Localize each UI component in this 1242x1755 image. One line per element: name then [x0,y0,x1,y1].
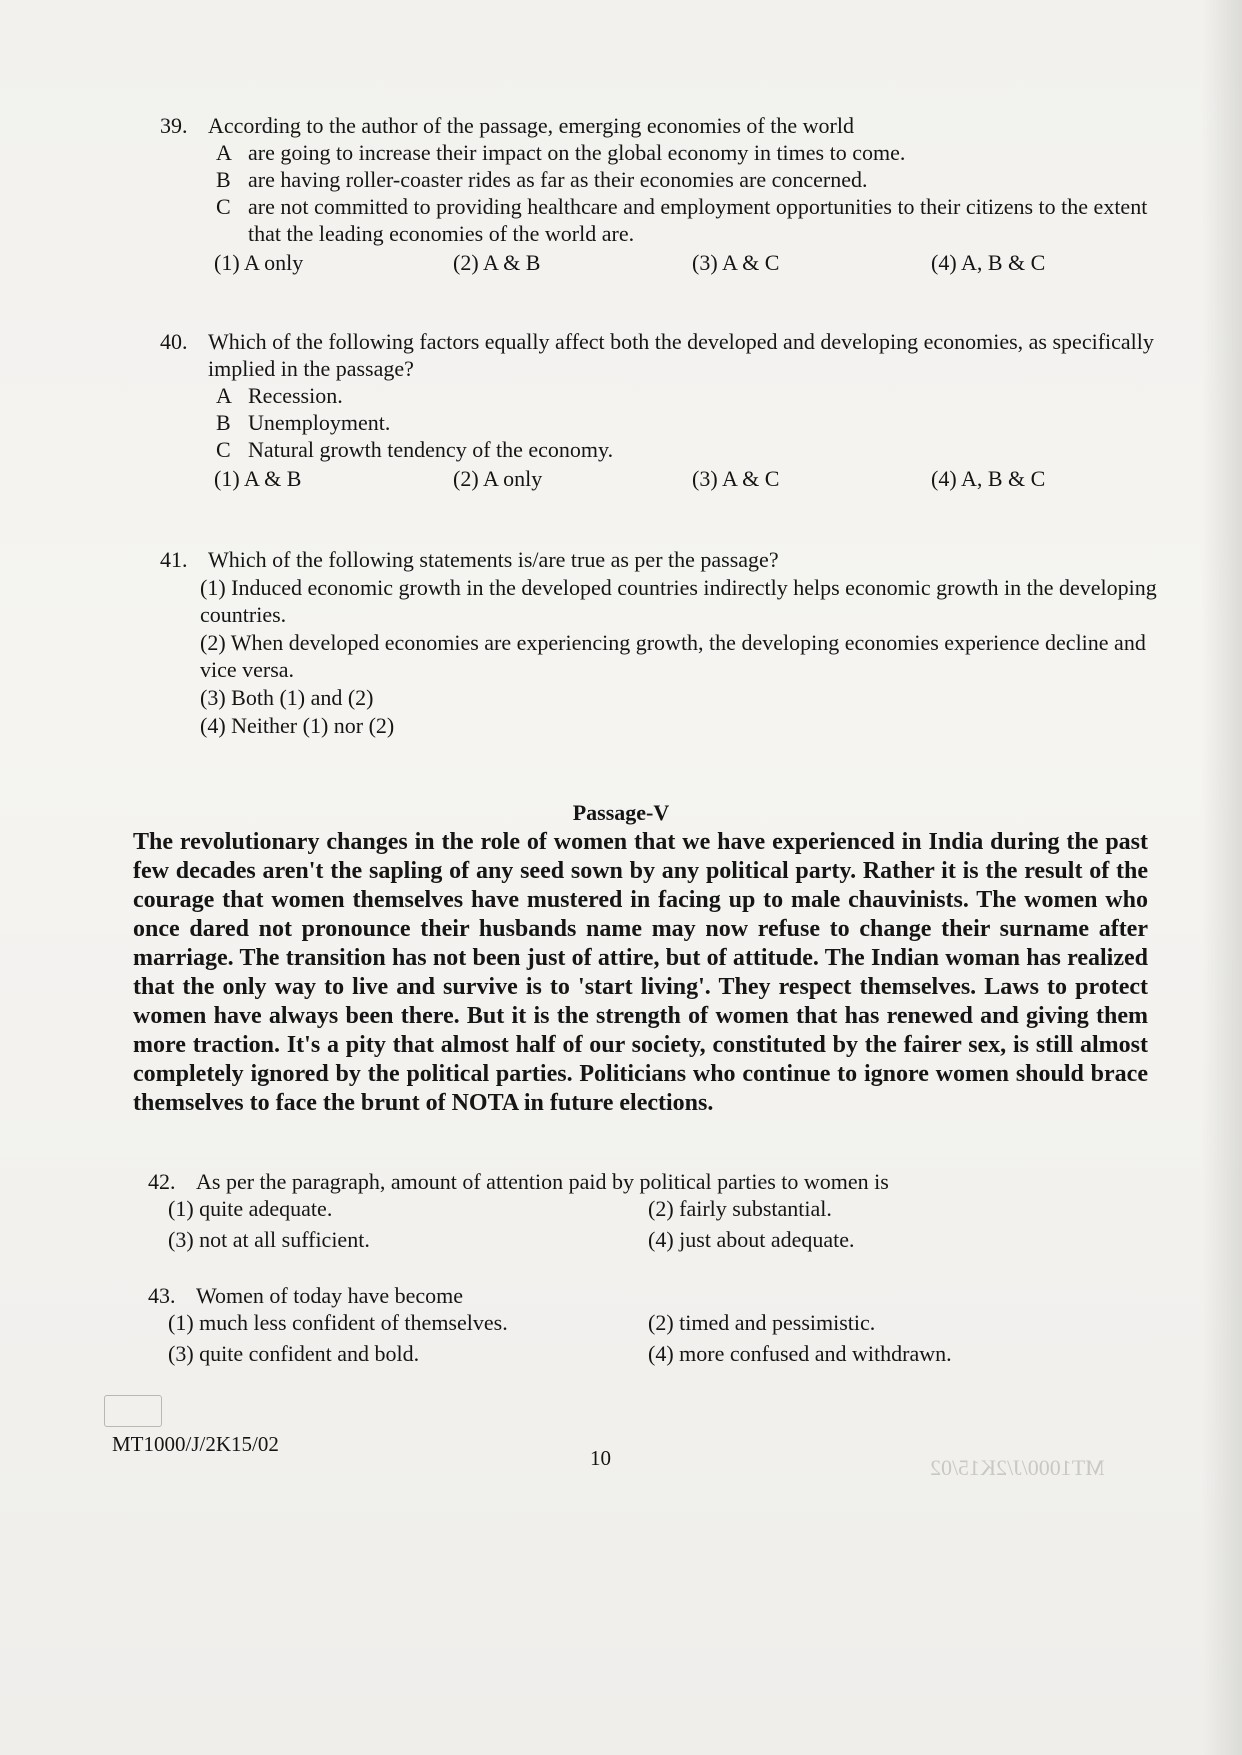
option-3[interactable]: (3) Both (1) and (2) [200,685,374,710]
option-3[interactable]: (3) A & C [692,250,780,275]
question-text: According to the author of the passage, emerging economies of the world [208,113,854,138]
option-1[interactable]: (1) A & B [214,466,302,491]
option-1[interactable]: (1) A only [214,250,304,275]
question-40 [160,328,1170,492]
statement-c: C are not committed to providing healthcare and employment opportunities to their citizens to the extent that the leading economies of the world are. [216,194,1148,246]
page-number: 10 [590,1446,611,1470]
passage-title: Passage-V [572,800,670,825]
option-1[interactable]: (1) quite adequate. [168,1196,333,1221]
question-39 [160,112,1170,276]
answer-options [168,1195,1158,1253]
question-text: Which of the following factors equally affect both the developed and developing economies, as specifically implied in the passage? [208,329,1154,381]
page-edge-shade [1202,0,1242,1755]
answer-options [214,465,1170,492]
footer-stamp-box [104,1395,162,1427]
question-text: Which of the following statements is/are true as per the passage? [208,547,779,572]
option-3[interactable]: (3) A & C [692,466,780,491]
option-3[interactable]: (3) quite confident and bold. [168,1341,420,1366]
answer-options [168,1309,1158,1367]
passage-body: The revolutionary changes in the role of women that we have experienced in India during the past few decades aren't the sapling of any seed sown by any political party. Rather it is the result of the courage that women themselves have mustered in facing up to male chauvinists. The women who once dared not pronounce their husbands name may now refuse to change their surname after marriage. The transition has not been just of attire, but of attitude. The Indian woman has realized that the only way to live and survive is to 'start living'. They respect themselves. Laws to protect women have always been there. But it is the strength of women that has renewed and giving them more traction. It's a pity that almost half of our society, constituted by the fairer sex, is still almost completely ignored by the political parties. Politicians who continue to ignore women should brace themselves to face the brunt of NOTA in future elections. [133,829,1148,1116]
statement-b: B Unemployment. [216,410,391,435]
option-3[interactable]: (3) not at all sufficient. [168,1227,370,1252]
option-4[interactable]: (4) A, B & C [931,466,1046,491]
question-43 [148,1282,1158,1367]
option-2[interactable]: (2) When developed economies are experiencing growth, the developing economies experience decline and vice versa. [200,630,1146,682]
question-number: 42. [148,1169,176,1194]
option-4[interactable]: (4) more confused and withdrawn. [648,1341,952,1366]
option-1[interactable]: (1) much less confident of themselves. [168,1310,508,1335]
statement-a: A are going to increase their impact on the global economy in times to come. [216,140,906,165]
option-4[interactable]: (4) A, B & C [931,250,1046,275]
question-number: 41. [160,547,188,572]
question-42 [148,1168,1158,1253]
option-4[interactable]: (4) just about adequate. [648,1227,855,1252]
statement-a: A Recession. [216,383,343,408]
question-number: 43. [148,1283,176,1308]
option-1[interactable]: (1) Induced economic growth in the developed countries indirectly helps economic growth in the developing countries. [200,575,1157,627]
option-2[interactable]: (2) fairly substantial. [648,1196,832,1221]
option-2[interactable]: (2) A only [453,466,543,491]
option-4[interactable]: (4) Neither (1) nor (2) [200,713,395,738]
question-41 [160,546,1170,740]
answer-options [214,249,1170,276]
footer-paper-code: MT1000/J/2K15/02 [112,1432,279,1456]
option-2[interactable]: (2) A & B [453,250,541,275]
question-text: As per the paragraph, amount of attention paid by political parties to women is [196,1169,889,1194]
option-2[interactable]: (2) timed and pessimistic. [648,1310,876,1335]
statement-b: B are having roller-coaster rides as far as their economies are concerned. [216,167,868,192]
question-text: Women of today have become [196,1283,464,1308]
statement-c: C Natural growth tendency of the economy. [216,437,614,462]
show-through-code: MT1000/J/2K15/02 [930,1455,1105,1480]
answer-options [200,574,1170,739]
question-number: 39. [160,113,188,138]
question-number: 40. [160,329,188,354]
